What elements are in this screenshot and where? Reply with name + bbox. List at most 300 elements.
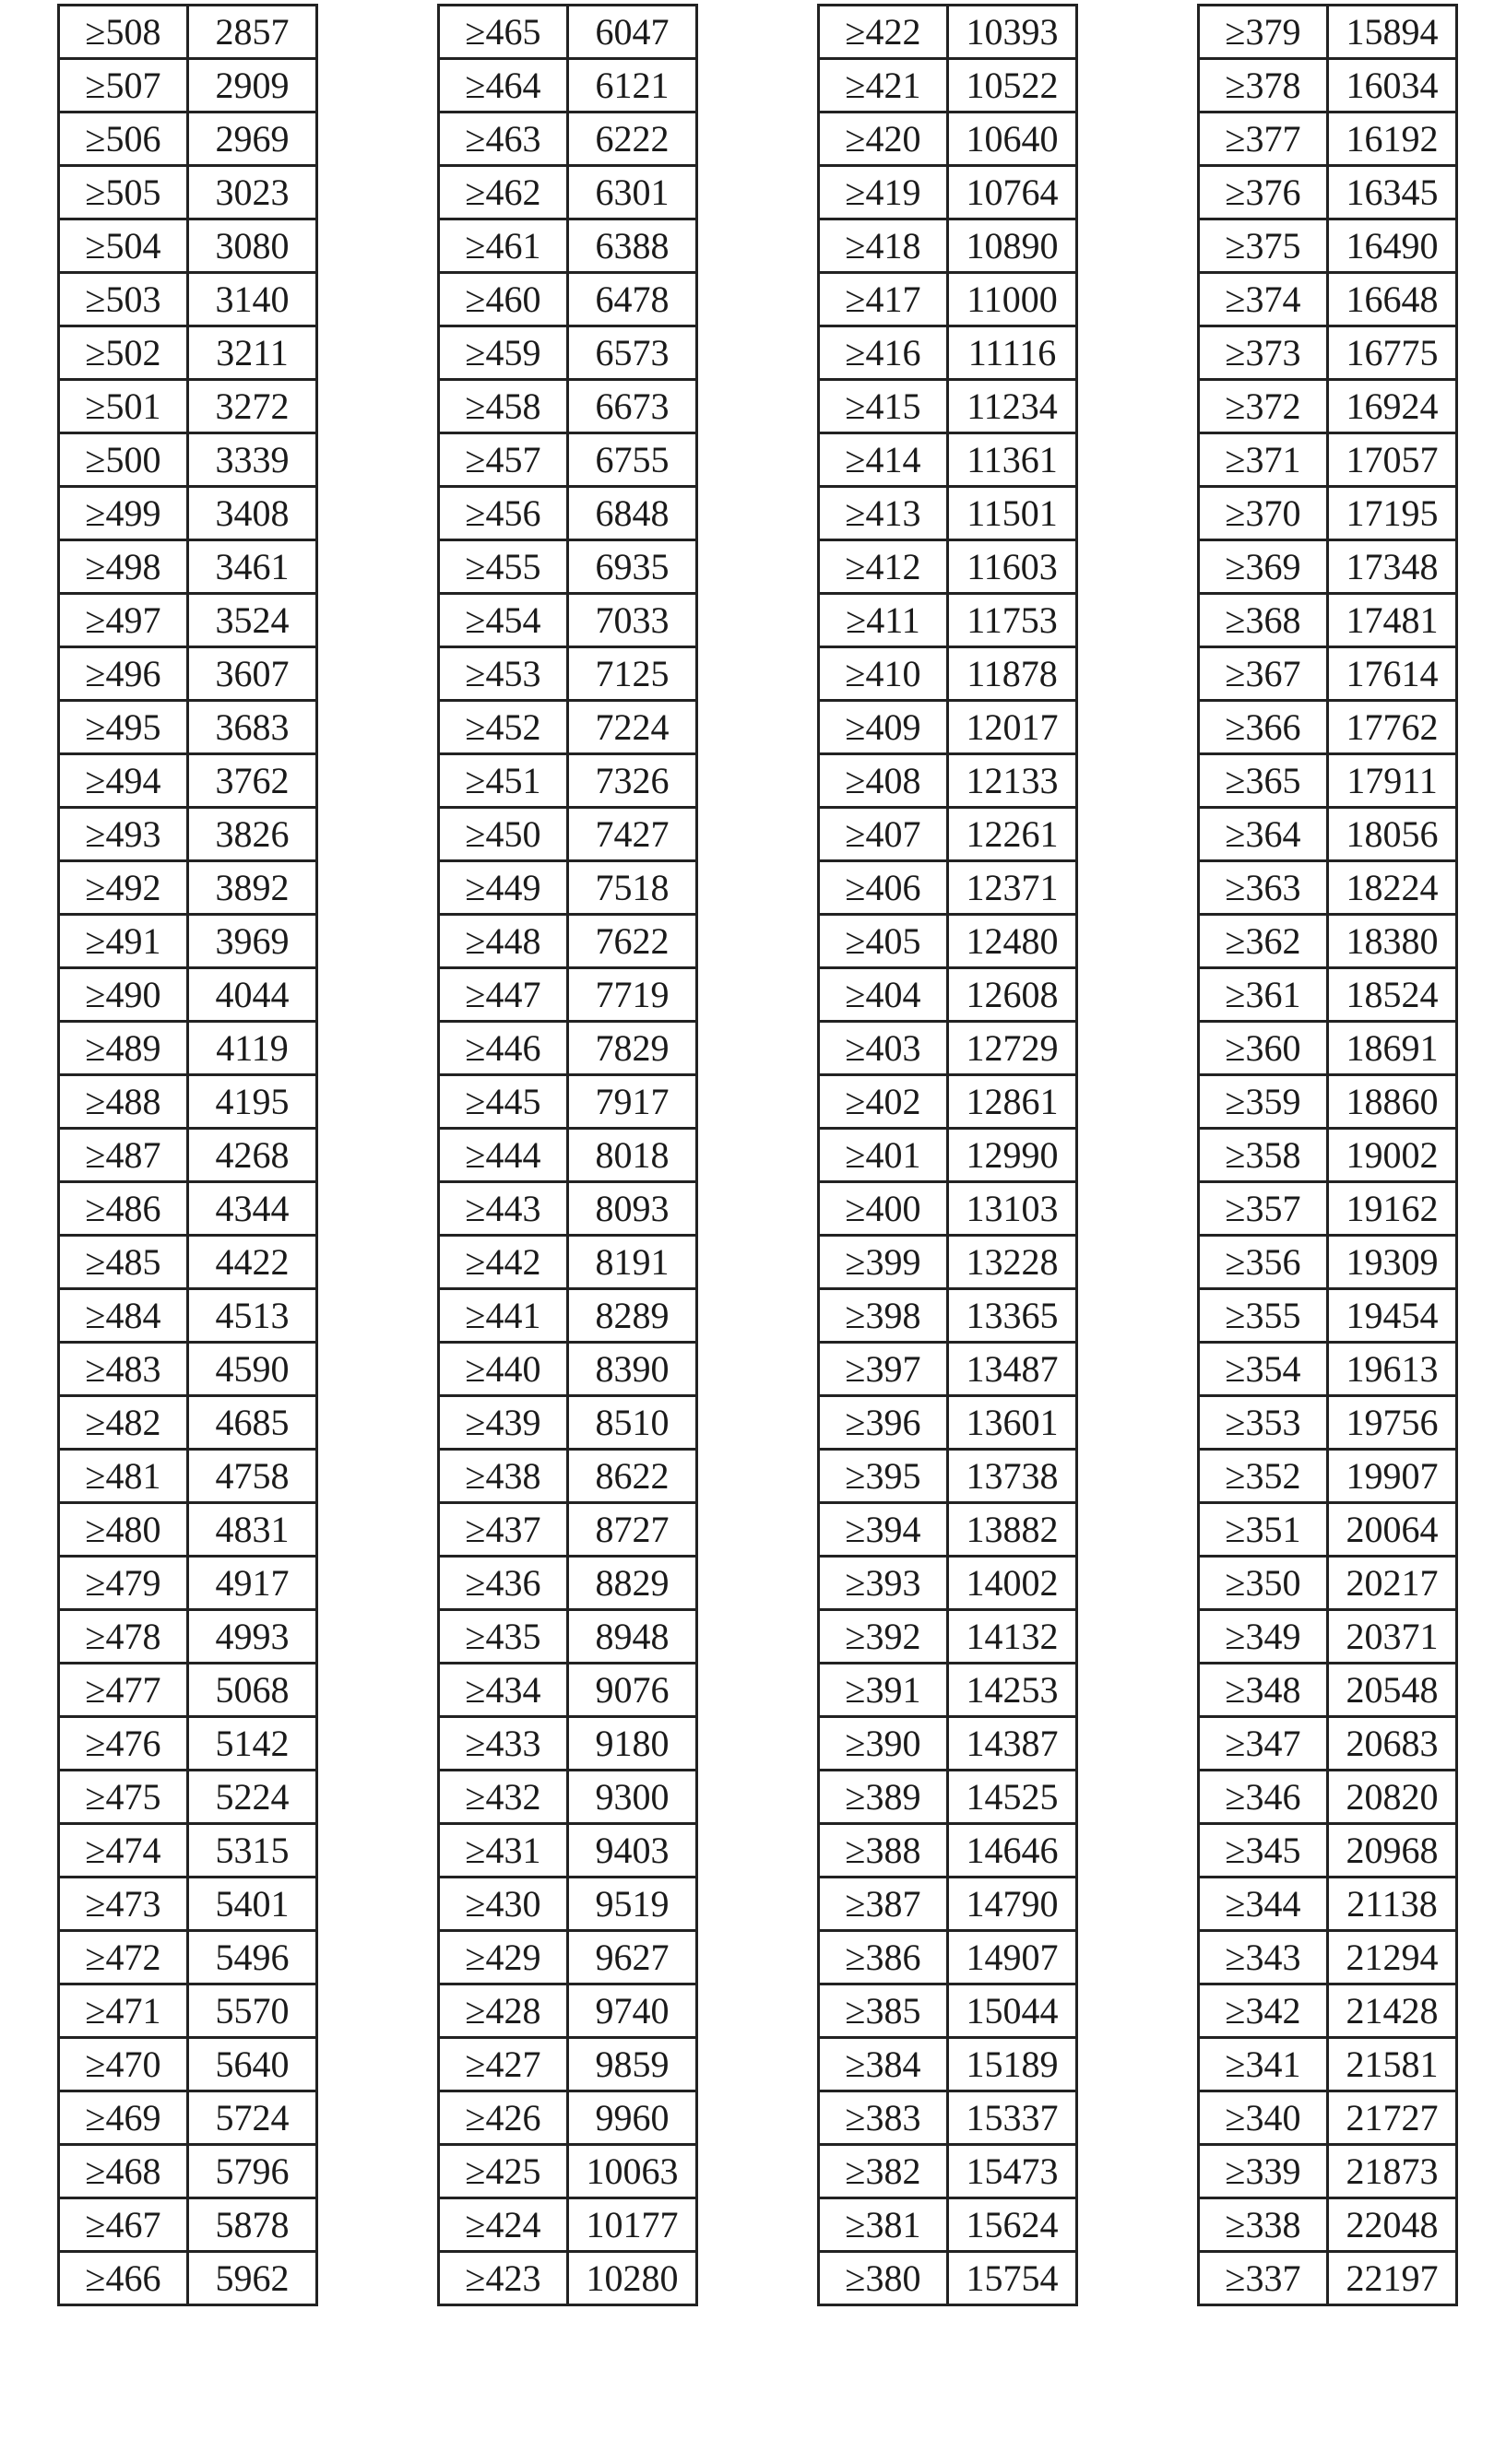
table-row bbox=[59, 1022, 317, 1075]
table-row bbox=[1199, 1824, 1457, 1878]
score-cell: ≥454 bbox=[439, 594, 568, 647]
table-row bbox=[59, 1182, 317, 1236]
rank-cell: 6673 bbox=[568, 380, 697, 433]
table-row bbox=[819, 1503, 1077, 1557]
rank-cell: 4993 bbox=[188, 1610, 317, 1664]
rank-cell: 10177 bbox=[568, 2198, 697, 2252]
rank-cell: 11753 bbox=[948, 594, 1077, 647]
rank-cell: 3892 bbox=[188, 861, 317, 915]
rank-cell: 3461 bbox=[188, 540, 317, 594]
score-cell: ≥450 bbox=[439, 808, 568, 861]
table-row bbox=[1199, 1289, 1457, 1343]
rank-cell: 9403 bbox=[568, 1824, 697, 1878]
rank-cell: 11234 bbox=[948, 380, 1077, 433]
score-cell: ≥418 bbox=[819, 219, 948, 273]
rank-cell: 20064 bbox=[1328, 1503, 1457, 1557]
rank-cell: 5496 bbox=[188, 1931, 317, 1984]
score-cell: ≥468 bbox=[59, 2145, 188, 2198]
table-row bbox=[819, 166, 1077, 219]
rank-cell: 5962 bbox=[188, 2252, 317, 2305]
table-row bbox=[819, 2145, 1077, 2198]
table-row bbox=[59, 2252, 317, 2305]
score-cell: ≥429 bbox=[439, 1931, 568, 1984]
table-row bbox=[1199, 1343, 1457, 1396]
score-cell: ≥433 bbox=[439, 1717, 568, 1771]
rank-cell: 5068 bbox=[188, 1664, 317, 1717]
score-cell: ≥459 bbox=[439, 326, 568, 380]
score-cell: ≥423 bbox=[439, 2252, 568, 2305]
rank-cell: 12990 bbox=[948, 1129, 1077, 1182]
rank-cell: 18380 bbox=[1328, 915, 1457, 968]
score-cell: ≥400 bbox=[819, 1182, 948, 1236]
table-row bbox=[439, 1396, 697, 1450]
score-cell: ≥350 bbox=[1199, 1557, 1328, 1610]
rank-cell: 7622 bbox=[568, 915, 697, 968]
table-row bbox=[819, 1129, 1077, 1182]
score-cell: ≥475 bbox=[59, 1771, 188, 1824]
rank-cell: 9627 bbox=[568, 1931, 697, 1984]
table-row bbox=[819, 219, 1077, 273]
table-row bbox=[1199, 273, 1457, 326]
score-cell: ≥379 bbox=[1199, 6, 1328, 59]
rank-cell: 3762 bbox=[188, 754, 317, 808]
rank-cell: 19454 bbox=[1328, 1289, 1457, 1343]
score-cell: ≥458 bbox=[439, 380, 568, 433]
rank-cell: 3023 bbox=[188, 166, 317, 219]
table-row bbox=[819, 1343, 1077, 1396]
score-cell: ≥484 bbox=[59, 1289, 188, 1343]
score-cell: ≥414 bbox=[819, 433, 948, 487]
rank-cell: 9519 bbox=[568, 1878, 697, 1931]
score-cell: ≥356 bbox=[1199, 1236, 1328, 1289]
rank-cell: 12133 bbox=[948, 754, 1077, 808]
score-cell: ≥417 bbox=[819, 273, 948, 326]
table-row bbox=[439, 6, 697, 59]
score-cell: ≥340 bbox=[1199, 2091, 1328, 2145]
table-row bbox=[59, 1771, 317, 1824]
table-row bbox=[439, 273, 697, 326]
table-row bbox=[1199, 647, 1457, 701]
score-cell: ≥499 bbox=[59, 487, 188, 540]
score-cell: ≥344 bbox=[1199, 1878, 1328, 1931]
score-cell: ≥363 bbox=[1199, 861, 1328, 915]
score-cell: ≥409 bbox=[819, 701, 948, 754]
rank-cell: 9300 bbox=[568, 1771, 697, 1824]
table-row bbox=[59, 754, 317, 808]
rank-cell: 8510 bbox=[568, 1396, 697, 1450]
score-cell: ≥493 bbox=[59, 808, 188, 861]
table-row bbox=[819, 1771, 1077, 1824]
rank-cell: 9180 bbox=[568, 1717, 697, 1771]
table-row bbox=[59, 326, 317, 380]
table-row bbox=[439, 113, 697, 166]
score-cell: ≥489 bbox=[59, 1022, 188, 1075]
table-row bbox=[439, 166, 697, 219]
rank-cell: 5570 bbox=[188, 1984, 317, 2038]
table-row bbox=[819, 1717, 1077, 1771]
table-row bbox=[439, 1664, 697, 1717]
score-cell: ≥395 bbox=[819, 1450, 948, 1503]
rank-cell: 11116 bbox=[948, 326, 1077, 380]
score-cell: ≥488 bbox=[59, 1075, 188, 1129]
table-row bbox=[1199, 2091, 1457, 2145]
score-cell: ≥494 bbox=[59, 754, 188, 808]
table-row bbox=[439, 861, 697, 915]
score-cell: ≥504 bbox=[59, 219, 188, 273]
table-row bbox=[1199, 219, 1457, 273]
score-cell: ≥368 bbox=[1199, 594, 1328, 647]
score-cell: ≥388 bbox=[819, 1824, 948, 1878]
score-cell: ≥349 bbox=[1199, 1610, 1328, 1664]
rank-cell: 12261 bbox=[948, 808, 1077, 861]
rank-cell: 10280 bbox=[568, 2252, 697, 2305]
table-row bbox=[1199, 2038, 1457, 2091]
score-cell: ≥445 bbox=[439, 1075, 568, 1129]
score-cell: ≥506 bbox=[59, 113, 188, 166]
rank-cell: 5401 bbox=[188, 1878, 317, 1931]
score-rank-table-3 bbox=[817, 4, 1078, 2306]
table-row bbox=[819, 808, 1077, 861]
rank-cell: 6935 bbox=[568, 540, 697, 594]
rank-cell: 9076 bbox=[568, 1664, 697, 1717]
table-row bbox=[1199, 915, 1457, 968]
table-row bbox=[1199, 1396, 1457, 1450]
score-cell: ≥507 bbox=[59, 59, 188, 113]
table-row bbox=[819, 433, 1077, 487]
table-row bbox=[439, 1931, 697, 1984]
score-cell: ≥403 bbox=[819, 1022, 948, 1075]
rank-cell: 17481 bbox=[1328, 594, 1457, 647]
score-cell: ≥466 bbox=[59, 2252, 188, 2305]
rank-cell: 10890 bbox=[948, 219, 1077, 273]
table-row bbox=[59, 1396, 317, 1450]
score-cell: ≥483 bbox=[59, 1343, 188, 1396]
score-cell: ≥473 bbox=[59, 1878, 188, 1931]
rank-cell: 13365 bbox=[948, 1289, 1077, 1343]
score-cell: ≥383 bbox=[819, 2091, 948, 2145]
score-cell: ≥427 bbox=[439, 2038, 568, 2091]
rank-cell: 14646 bbox=[948, 1824, 1077, 1878]
table-row bbox=[439, 754, 697, 808]
rank-cell: 17195 bbox=[1328, 487, 1457, 540]
score-cell: ≥438 bbox=[439, 1450, 568, 1503]
score-cell: ≥420 bbox=[819, 113, 948, 166]
score-cell: ≥437 bbox=[439, 1503, 568, 1557]
table-row bbox=[439, 59, 697, 113]
score-cell: ≥357 bbox=[1199, 1182, 1328, 1236]
table-row bbox=[1199, 6, 1457, 59]
table-row bbox=[439, 647, 697, 701]
table-row bbox=[1199, 1557, 1457, 1610]
score-cell: ≥451 bbox=[439, 754, 568, 808]
score-cell: ≥453 bbox=[439, 647, 568, 701]
score-cell: ≥441 bbox=[439, 1289, 568, 1343]
table-row bbox=[59, 433, 317, 487]
rank-cell: 4422 bbox=[188, 1236, 317, 1289]
table-row bbox=[1199, 2145, 1457, 2198]
score-cell: ≥430 bbox=[439, 1878, 568, 1931]
rank-cell: 14387 bbox=[948, 1717, 1077, 1771]
score-cell: ≥385 bbox=[819, 1984, 948, 2038]
rank-cell: 15473 bbox=[948, 2145, 1077, 2198]
rank-cell: 7224 bbox=[568, 701, 697, 754]
table-row bbox=[819, 1664, 1077, 1717]
table-row bbox=[439, 808, 697, 861]
rank-cell: 19613 bbox=[1328, 1343, 1457, 1396]
table-row bbox=[819, 1824, 1077, 1878]
table-row bbox=[59, 6, 317, 59]
rank-cell: 11603 bbox=[948, 540, 1077, 594]
table-row bbox=[1199, 594, 1457, 647]
table-row bbox=[59, 2038, 317, 2091]
table-row bbox=[59, 861, 317, 915]
score-cell: ≥352 bbox=[1199, 1450, 1328, 1503]
table-row bbox=[819, 1450, 1077, 1503]
score-cell: ≥421 bbox=[819, 59, 948, 113]
table-row bbox=[819, 861, 1077, 915]
table-row bbox=[1199, 1610, 1457, 1664]
rank-cell: 10640 bbox=[948, 113, 1077, 166]
table-row bbox=[819, 1075, 1077, 1129]
score-cell: ≥492 bbox=[59, 861, 188, 915]
rank-cell: 6047 bbox=[568, 6, 697, 59]
score-cell: ≥415 bbox=[819, 380, 948, 433]
table-row bbox=[819, 6, 1077, 59]
rank-cell: 3607 bbox=[188, 647, 317, 701]
score-cell: ≥477 bbox=[59, 1664, 188, 1717]
table-row bbox=[439, 1182, 697, 1236]
table-row bbox=[59, 647, 317, 701]
table-row bbox=[439, 2038, 697, 2091]
table-row bbox=[819, 326, 1077, 380]
score-cell: ≥443 bbox=[439, 1182, 568, 1236]
table-row bbox=[1199, 1771, 1457, 1824]
rank-cell: 19162 bbox=[1328, 1182, 1457, 1236]
table-row bbox=[59, 487, 317, 540]
score-cell: ≥390 bbox=[819, 1717, 948, 1771]
score-cell: ≥500 bbox=[59, 433, 188, 487]
table-row bbox=[1199, 487, 1457, 540]
rank-cell: 8727 bbox=[568, 1503, 697, 1557]
score-cell: ≥505 bbox=[59, 166, 188, 219]
table-row bbox=[439, 701, 697, 754]
table-row bbox=[819, 380, 1077, 433]
score-cell: ≥476 bbox=[59, 1717, 188, 1771]
score-cell: ≥343 bbox=[1199, 1931, 1328, 1984]
rank-cell: 5878 bbox=[188, 2198, 317, 2252]
table-row bbox=[439, 1771, 697, 1824]
table-row bbox=[59, 968, 317, 1022]
score-cell: ≥365 bbox=[1199, 754, 1328, 808]
rank-cell: 4119 bbox=[188, 1022, 317, 1075]
score-cell: ≥391 bbox=[819, 1664, 948, 1717]
table-row bbox=[1199, 1984, 1457, 2038]
table-row bbox=[1199, 701, 1457, 754]
rank-cell: 18056 bbox=[1328, 808, 1457, 861]
table-row bbox=[59, 1343, 317, 1396]
rank-cell: 7917 bbox=[568, 1075, 697, 1129]
rank-cell: 15044 bbox=[948, 1984, 1077, 2038]
table-row bbox=[59, 1984, 317, 2038]
score-cell: ≥463 bbox=[439, 113, 568, 166]
rank-cell: 7719 bbox=[568, 968, 697, 1022]
score-cell: ≥501 bbox=[59, 380, 188, 433]
score-cell: ≥378 bbox=[1199, 59, 1328, 113]
rank-cell: 5224 bbox=[188, 1771, 317, 1824]
table-row bbox=[439, 1236, 697, 1289]
score-cell: ≥431 bbox=[439, 1824, 568, 1878]
score-cell: ≥394 bbox=[819, 1503, 948, 1557]
table-row bbox=[59, 2145, 317, 2198]
rank-cell: 16345 bbox=[1328, 166, 1457, 219]
score-cell: ≥479 bbox=[59, 1557, 188, 1610]
score-cell: ≥360 bbox=[1199, 1022, 1328, 1075]
rank-cell: 8829 bbox=[568, 1557, 697, 1610]
rank-cell: 20683 bbox=[1328, 1717, 1457, 1771]
score-cell: ≥355 bbox=[1199, 1289, 1328, 1343]
rank-cell: 21428 bbox=[1328, 1984, 1457, 2038]
score-cell: ≥338 bbox=[1199, 2198, 1328, 2252]
rank-cell: 16924 bbox=[1328, 380, 1457, 433]
table-row bbox=[1199, 326, 1457, 380]
table-row bbox=[59, 273, 317, 326]
rank-cell: 21581 bbox=[1328, 2038, 1457, 2091]
table-row bbox=[439, 1450, 697, 1503]
score-cell: ≥345 bbox=[1199, 1824, 1328, 1878]
score-cell: ≥491 bbox=[59, 915, 188, 968]
score-cell: ≥387 bbox=[819, 1878, 948, 1931]
rank-cell: 6755 bbox=[568, 433, 697, 487]
table-row bbox=[1199, 59, 1457, 113]
table-row bbox=[439, 1824, 697, 1878]
rank-cell: 6573 bbox=[568, 326, 697, 380]
score-cell: ≥485 bbox=[59, 1236, 188, 1289]
table-row bbox=[439, 1129, 697, 1182]
rank-cell: 3683 bbox=[188, 701, 317, 754]
score-cell: ≥351 bbox=[1199, 1503, 1328, 1557]
table-row bbox=[1199, 113, 1457, 166]
table-row bbox=[59, 2198, 317, 2252]
score-cell: ≥377 bbox=[1199, 113, 1328, 166]
table-row bbox=[439, 968, 697, 1022]
score-cell: ≥408 bbox=[819, 754, 948, 808]
rank-cell: 4195 bbox=[188, 1075, 317, 1129]
score-cell: ≥462 bbox=[439, 166, 568, 219]
rank-cell: 11000 bbox=[948, 273, 1077, 326]
score-cell: ≥412 bbox=[819, 540, 948, 594]
table-row bbox=[1199, 1878, 1457, 1931]
table-row bbox=[439, 915, 697, 968]
table-row bbox=[59, 59, 317, 113]
rank-cell: 21138 bbox=[1328, 1878, 1457, 1931]
score-cell: ≥374 bbox=[1199, 273, 1328, 326]
table-row bbox=[1199, 1503, 1457, 1557]
rank-cell: 13103 bbox=[948, 1182, 1077, 1236]
rank-cell: 6301 bbox=[568, 166, 697, 219]
table-row bbox=[439, 540, 697, 594]
rank-cell: 19756 bbox=[1328, 1396, 1457, 1450]
table-row bbox=[439, 1022, 697, 1075]
rank-cell: 4344 bbox=[188, 1182, 317, 1236]
score-cell: ≥426 bbox=[439, 2091, 568, 2145]
rank-cell: 8948 bbox=[568, 1610, 697, 1664]
rank-cell: 13601 bbox=[948, 1396, 1077, 1450]
score-cell: ≥419 bbox=[819, 166, 948, 219]
table-row bbox=[819, 968, 1077, 1022]
table-row bbox=[1199, 968, 1457, 1022]
rank-cell: 8289 bbox=[568, 1289, 697, 1343]
rank-cell: 12371 bbox=[948, 861, 1077, 915]
table-row bbox=[819, 2038, 1077, 2091]
score-cell: ≥471 bbox=[59, 1984, 188, 2038]
rank-cell: 5640 bbox=[188, 2038, 317, 2091]
table-row bbox=[59, 2091, 317, 2145]
score-cell: ≥460 bbox=[439, 273, 568, 326]
rank-cell: 7518 bbox=[568, 861, 697, 915]
table-row bbox=[819, 1289, 1077, 1343]
score-cell: ≥469 bbox=[59, 2091, 188, 2145]
table-row bbox=[819, 701, 1077, 754]
rank-cell: 14002 bbox=[948, 1557, 1077, 1610]
score-cell: ≥508 bbox=[59, 6, 188, 59]
score-cell: ≥449 bbox=[439, 861, 568, 915]
score-cell: ≥435 bbox=[439, 1610, 568, 1664]
score-cell: ≥432 bbox=[439, 1771, 568, 1824]
score-cell: ≥339 bbox=[1199, 2145, 1328, 2198]
table-row bbox=[439, 1503, 697, 1557]
table-row bbox=[819, 113, 1077, 166]
table-row bbox=[59, 1557, 317, 1610]
rank-cell: 3272 bbox=[188, 380, 317, 433]
score-cell: ≥434 bbox=[439, 1664, 568, 1717]
score-cell: ≥380 bbox=[819, 2252, 948, 2305]
score-cell: ≥396 bbox=[819, 1396, 948, 1450]
score-cell: ≥439 bbox=[439, 1396, 568, 1450]
score-cell: ≥440 bbox=[439, 1343, 568, 1396]
table-row bbox=[439, 2145, 697, 2198]
table-row bbox=[1199, 1664, 1457, 1717]
rank-cell: 14790 bbox=[948, 1878, 1077, 1931]
rank-cell: 10393 bbox=[948, 6, 1077, 59]
score-cell: ≥384 bbox=[819, 2038, 948, 2091]
score-rank-table-4 bbox=[1197, 4, 1458, 2306]
table-row bbox=[819, 2198, 1077, 2252]
score-cell: ≥372 bbox=[1199, 380, 1328, 433]
rank-cell: 3969 bbox=[188, 915, 317, 968]
rank-cell: 20820 bbox=[1328, 1771, 1457, 1824]
table-row bbox=[1199, 1075, 1457, 1129]
score-cell: ≥495 bbox=[59, 701, 188, 754]
rank-cell: 11878 bbox=[948, 647, 1077, 701]
rank-cell: 14253 bbox=[948, 1664, 1077, 1717]
rank-cell: 15624 bbox=[948, 2198, 1077, 2252]
rank-cell: 4044 bbox=[188, 968, 317, 1022]
score-cell: ≥370 bbox=[1199, 487, 1328, 540]
table-row bbox=[439, 1557, 697, 1610]
table-row bbox=[819, 915, 1077, 968]
score-cell: ≥402 bbox=[819, 1075, 948, 1129]
table-row bbox=[819, 647, 1077, 701]
table-row bbox=[59, 1664, 317, 1717]
table-row bbox=[439, 594, 697, 647]
score-cell: ≥367 bbox=[1199, 647, 1328, 701]
rank-cell: 21873 bbox=[1328, 2145, 1457, 2198]
rank-cell: 12017 bbox=[948, 701, 1077, 754]
score-cell: ≥496 bbox=[59, 647, 188, 701]
score-cell: ≥393 bbox=[819, 1557, 948, 1610]
table-row bbox=[59, 1236, 317, 1289]
rank-cell: 20371 bbox=[1328, 1610, 1457, 1664]
